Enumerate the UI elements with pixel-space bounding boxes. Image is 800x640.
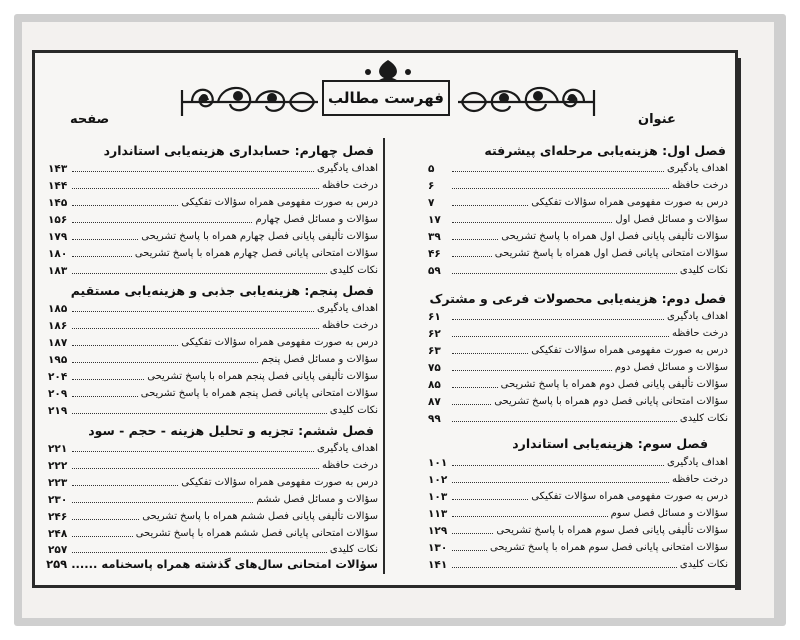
- toc-row[interactable]: اهداف یادگیری ۵: [428, 163, 728, 175]
- chapter-title: فصل پنجم: هزینه‌یابی جذبی و هزینه‌یابی مستقیم: [70, 283, 374, 298]
- toc-row[interactable]: درخت حافظه ۱۰۲: [428, 474, 728, 486]
- toc-row[interactable]: سؤالات امتحانی پایانی فصل اول همراه با پاسخ تشریحی ۴۶: [428, 248, 728, 260]
- toc-row[interactable]: سؤالات امتحانی پایانی فصل پنجم همراه با پاسخ تشریحی ۲۰۹: [48, 388, 378, 400]
- toc-row[interactable]: سؤالات تألیفی پایانی فصل سوم همراه با پاسخ تشریحی ۱۲۹: [428, 525, 728, 537]
- toc-row[interactable]: اهداف یادگیری ۱۸۵: [48, 303, 378, 315]
- header-page-label: صفحه: [70, 112, 110, 127]
- toc-row[interactable]: نکات کلیدی ۲۱۹: [48, 405, 378, 417]
- toc-row[interactable]: درس به صورت مفهومی همراه سؤالات تفکیکی ۲۲۳: [48, 477, 378, 489]
- toc-row[interactable]: نکات کلیدی ۱۸۳: [48, 265, 378, 277]
- toc-row[interactable]: سؤالات تألیفی پایانی فصل پنجم همراه با پاسخ تشریحی ۲۰۴: [48, 371, 378, 383]
- toc-row[interactable]: درخت حافظه ۱۸۶: [48, 320, 378, 332]
- toc-row[interactable]: سؤالات امتحانی پایانی فصل سوم همراه با پاسخ تشریحی ۱۳۰: [428, 542, 728, 554]
- toc-row[interactable]: نکات کلیدی ۱۴۱: [428, 559, 728, 571]
- toc-row[interactable]: سؤالات و مسائل فصل اول ۱۷: [428, 214, 728, 226]
- toc-row[interactable]: اهداف یادگیری ۶۱: [428, 311, 728, 323]
- toc-row[interactable]: سؤالات و مسائل فصل ششم ۲۳۰: [48, 494, 378, 506]
- toc-row[interactable]: سؤالات و مسائل فصل سوم ۱۱۳: [428, 508, 728, 520]
- toc-row[interactable]: اهداف یادگیری ۱۰۱: [428, 457, 728, 469]
- toc-row[interactable]: نکات کلیدی ۵۹: [428, 265, 728, 277]
- toc-row[interactable]: سؤالات و مسائل فصل چهارم ۱۵۶: [48, 214, 378, 226]
- toc-row[interactable]: سؤالات امتحانی پایانی فصل ششم همراه با پاسخ تشریحی ۲۴۸: [48, 528, 378, 540]
- final-entry-label: سؤالات امتحانی سال‌های گذشته همراه پاسخنامه: [101, 557, 378, 571]
- toc-row[interactable]: درس به صورت مفهومی همراه سؤالات تفکیکی ۷: [428, 197, 728, 209]
- chapter-title: فصل چهارم: حسابداری هزینه‌یابی استاندارد: [103, 143, 374, 158]
- column-divider: [383, 138, 385, 574]
- toc-row[interactable]: سؤالات امتحانی پایانی فصل چهارم همراه با پاسخ تشریحی ۱۸۰: [48, 248, 378, 260]
- header-title-label: عنوان: [638, 112, 676, 127]
- toc-row[interactable]: سؤالات تألیفی پایانی فصل دوم همراه با پاسخ تشریحی ۸۵: [428, 379, 728, 391]
- toc-row[interactable]: سؤالات امتحانی پایانی فصل دوم همراه با پاسخ تشریحی ۸۷: [428, 396, 728, 408]
- toc-row[interactable]: درخت حافظه ۱۴۴: [48, 180, 378, 192]
- toc-row[interactable]: سؤالات و مسائل فصل دوم ۷۵: [428, 362, 728, 374]
- toc-row[interactable]: درس به صورت مفهومی همراه سؤالات تفکیکی ۱۰۳: [428, 491, 728, 503]
- toc-row[interactable]: درس به صورت مفهومی همراه سؤالات تفکیکی ۱۸۷: [48, 337, 378, 349]
- page-title: [322, 80, 450, 116]
- toc-row[interactable]: سؤالات تألیفی پایانی فصل ششم همراه با پاسخ تشریحی ۲۴۶: [48, 511, 378, 523]
- page-title-text: فهرست مطالب: [328, 89, 444, 107]
- toc-row[interactable]: درخت حافظه ۲۲۲: [48, 460, 378, 472]
- chapter-title: فصل اول: هزینه‌یابی مرحله‌ای پیشرفته: [484, 143, 726, 158]
- toc-row[interactable]: اهداف یادگیری ۱۴۳: [48, 163, 378, 175]
- toc-row[interactable]: درخت حافظه ۶۲: [428, 328, 728, 340]
- toc-row[interactable]: نکات کلیدی ۲۵۷: [48, 544, 378, 556]
- toc-row[interactable]: درخت حافظه ۶: [428, 180, 728, 192]
- toc-row[interactable]: درس به صورت مفهومی همراه سؤالات تفکیکی ۶۳: [428, 345, 728, 357]
- final-entry-page: ۲۵۹: [46, 557, 68, 571]
- toc-row[interactable]: سؤالات تألیفی پایانی فصل چهارم همراه با پاسخ تشریحی ۱۷۹: [48, 231, 378, 243]
- chapter-title: فصل دوم: هزینه‌یابی محصولات فرعی و مشترک: [429, 291, 726, 306]
- toc-row[interactable]: نکات کلیدی ۹۹: [428, 413, 728, 425]
- final-entry-dots: ......: [71, 557, 98, 571]
- toc-row[interactable]: درس به صورت مفهومی همراه سؤالات تفکیکی ۱۴۵: [48, 197, 378, 209]
- chapter-title: فصل سوم: هزینه‌یابی استاندارد: [512, 436, 708, 451]
- final-toc-entry[interactable]: [48, 557, 378, 571]
- toc-row[interactable]: سؤالات و مسائل فصل پنجم ۱۹۵: [48, 354, 378, 366]
- chapter-title: فصل ششم: تجزیه و تحلیل هزینه - حجم - سود: [88, 423, 374, 438]
- toc-row[interactable]: سؤالات تألیفی پایانی فصل اول همراه با پاسخ تشریحی ۳۹: [428, 231, 728, 243]
- toc-row[interactable]: اهداف یادگیری ۲۲۱: [48, 443, 378, 455]
